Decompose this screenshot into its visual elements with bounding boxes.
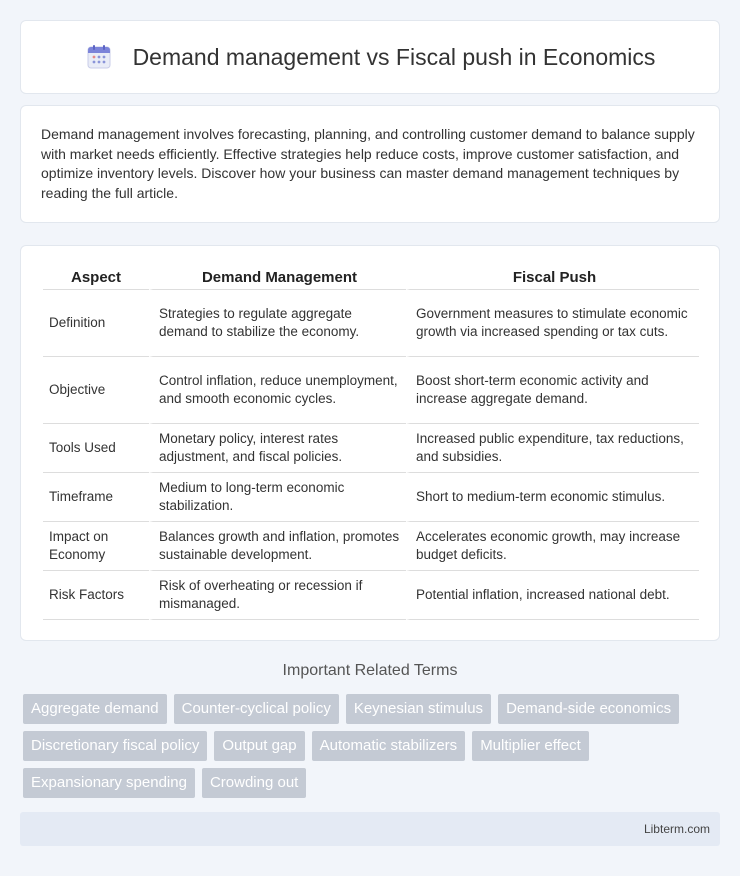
related-terms-title: Important Related Terms	[282, 662, 458, 679]
row-demand-management: Control inflation, reduce unemployment, and smooth economic cycles.	[149, 357, 406, 424]
row-demand-management: Risk of overheating or recession if mismanaged.	[149, 571, 406, 620]
related-term-tag[interactable]: Counter-cyclical policy	[174, 694, 339, 724]
row-demand-management: Strategies to regulate aggregate demand to stabilize the economy.	[149, 290, 406, 357]
table-row	[43, 357, 699, 424]
row-demand-management: Monetary policy, interest rates adjustment, and fiscal policies.	[149, 424, 406, 473]
row-fiscal-push: Boost short-term economic activity and increase aggregate demand.	[406, 357, 699, 424]
row-fiscal-push: Potential inflation, increased national debt.	[406, 571, 699, 620]
row-demand-management: Medium to long-term economic stabilization.	[149, 473, 406, 522]
row-aspect: Risk Factors	[43, 571, 149, 620]
table-row	[43, 290, 699, 357]
related-term-tag[interactable]: Aggregate demand	[23, 694, 167, 724]
related-terms-list	[23, 694, 723, 798]
table-row	[43, 424, 699, 473]
footer-site-link[interactable]: Libterm.com	[643, 822, 710, 836]
related-term-tag[interactable]: Expansionary spending	[23, 768, 195, 798]
title-card	[20, 20, 720, 94]
row-fiscal-push: Short to medium-term economic stimulus.	[406, 473, 699, 522]
row-aspect: Objective	[43, 357, 149, 424]
related-term-tag[interactable]: Output gap	[214, 731, 304, 761]
row-fiscal-push: Increased public expenditure, tax reductions, and subsidies.	[406, 424, 699, 473]
table-row	[43, 473, 699, 522]
intro-text: Demand management involves forecasting, planning, and controlling customer demand to balance supply with market needs efficiently. Effective strategies help reduce costs, improve customer satisfaction, and optimize inventory levels. Discover how your business can master demand management techniques by reading the full article.	[41, 126, 695, 201]
related-term-tag[interactable]: Crowding out	[202, 768, 306, 798]
comparison-table	[43, 266, 699, 620]
related-term-tag[interactable]: Discretionary fiscal policy	[23, 731, 207, 761]
footer	[20, 812, 720, 846]
header-demand-management: Demand Management	[149, 266, 406, 290]
related-term-tag[interactable]: Multiplier effect	[472, 731, 589, 761]
related-term-tag[interactable]: Demand-side economics	[498, 694, 679, 724]
table-row	[43, 522, 699, 571]
comparison-card	[20, 245, 720, 641]
table-row	[43, 571, 699, 620]
related-term-tag[interactable]: Automatic stabilizers	[312, 731, 466, 761]
related-term-tag[interactable]: Keynesian stimulus	[346, 694, 491, 724]
row-aspect: Tools Used	[43, 424, 149, 473]
header-fiscal-push: Fiscal Push	[406, 266, 699, 290]
row-fiscal-push: Accelerates economic growth, may increase budget deficits.	[406, 522, 699, 571]
header-aspect: Aspect	[43, 266, 149, 290]
row-aspect: Impact on Economy	[43, 522, 149, 571]
table-header-row	[43, 266, 699, 290]
row-aspect: Definition	[43, 290, 149, 357]
row-aspect: Timeframe	[43, 473, 149, 522]
calendar-icon	[85, 43, 113, 71]
row-fiscal-push: Government measures to stimulate economic growth via increased spending or tax cuts.	[406, 290, 699, 357]
intro-card	[20, 105, 720, 223]
page-title: Demand management vs Fiscal push in Economics	[132, 43, 656, 70]
row-demand-management: Balances growth and inflation, promotes sustainable development.	[149, 522, 406, 571]
